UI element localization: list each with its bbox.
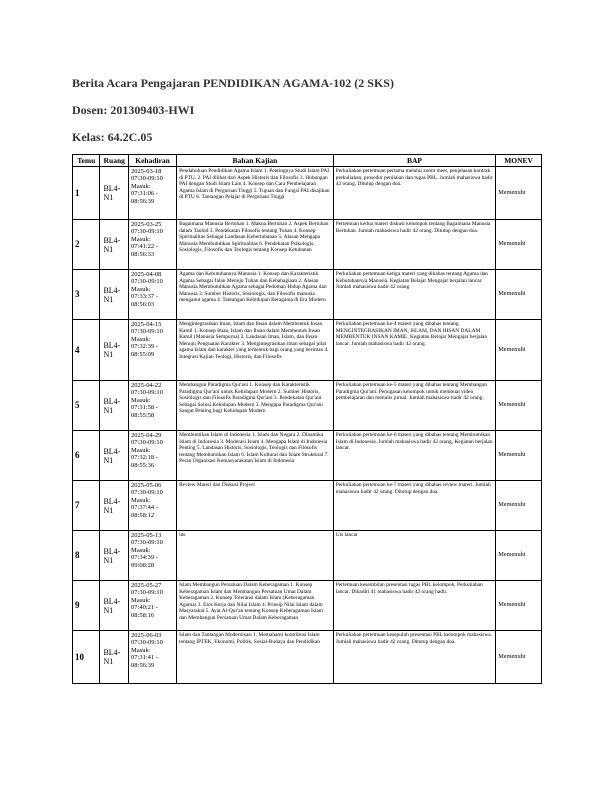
topic-cell: Islam dan Tantangan Modernisasi 1. Memahami kontribusi Islam tentang IPTEK, Ekonomi, Politik, Sosial-Budaya dan Pendidikan (177, 631, 334, 684)
meeting-number: 8 (73, 531, 100, 581)
meeting-number: 3 (73, 270, 100, 320)
bap-cell: Pertemuan kedua materi diskusi kelompok tentang Bagaimana Manusia Bertuhan. Jumlah mahasiswa hadir 42 orang. Ditutup dengan doa. (333, 220, 495, 270)
topic-cell: Membumikan Islam di Indonesia 1. Islam dan Negara 2. Dinamika Islam di Indonesia 3. Moderasi Islam 4. Mengapa Islam di Indonesia Penting 5. Landasan Historis, Sosiologis, Teologis dan Filosofis tentang Membumikan Islam 6. Islam Kultural dan Islam Struktural 7. Peran Organisasi Kemasyarakatan Islam di Indonesia (177, 431, 334, 481)
topic-cell: Islam Membangun Persatuan Dalam Keberagaman 1. Konsep Keberagaman Islam dan Membangun Persatuan Umat Dalam Keberagaman 2. Konsep Toleransi dalam Islam (Keberagaman Agama) 3. Etos Kerja dan Nilai Islam 4. Prinsip Nilai Islam dalam Masyarakat 5. Ayat Al-Qur'an tentang Konsep Keberagaman Islam dan Membangun Persatuan Umat Dalam Keberagaman (177, 581, 334, 631)
bap-cell: Perkuliahan pertemuan kesepuluh presentasi PBL kelompok mahasiswa. Jumlah mahasiswa hadir 42 orang. Ditutup dengan doa. (333, 631, 495, 684)
room-cell: BL4-N1 (100, 581, 129, 631)
bap-cell: Pertemuan kesembilan presentasi tugas PBL kelompok, Perkuliahan lancar. Dihadiri 41 mahasiswa hadir 42 orang hadir. (333, 581, 495, 631)
bap-cell: Perkuliahan pertemuan ke-5 materi yang dibahas tentang Membangun Paradigma Qur'ani. Penugasan kelompok untuk membuat video pembelajaran dan menulis jurnal. Jumlah mahasiswa hadir 42 orang. (333, 381, 495, 431)
table-row (73, 167, 542, 220)
room-cell: BL4-N1 (100, 431, 129, 481)
table-header-row (73, 155, 542, 167)
attendance-cell: 2025-03-25 07:30-09:10 Masuk: 07:41:22 - 08:56:33 (129, 220, 177, 270)
column-header-monev: MONEV (496, 155, 542, 167)
attendance-cell: 2025-04-08 07:30-09:10 Masuk: 07:33:37 - 08:56:03 (129, 270, 177, 320)
table-row (73, 481, 542, 531)
table-row (73, 631, 542, 684)
meeting-number: 7 (73, 481, 100, 531)
meeting-number: 4 (73, 320, 100, 381)
attendance-cell: 2025-05-06 07:30-09:10 Masuk: 07:37:44 - 08:58:12 (129, 481, 177, 531)
column-header-topic: Bahan Kajian (177, 155, 334, 167)
bap-cell: Uts lancar (333, 531, 495, 581)
table-row (73, 531, 542, 581)
table-row (73, 381, 542, 431)
room-cell: BL4-N1 (100, 531, 129, 581)
topic-cell: Review Materi dan Diskusi Project (177, 481, 334, 531)
room-cell: BL4-N1 (100, 220, 129, 270)
monev-cell: Memenuhi (496, 431, 542, 481)
table-row (73, 581, 542, 631)
attendance-cell: 2025-04-15 07:30-09:10 Masuk: 07:32:39 - 08:55:09 (129, 320, 177, 381)
teaching-record-table (72, 154, 542, 684)
table-row (73, 270, 542, 320)
meeting-number: 2 (73, 220, 100, 270)
meeting-number: 10 (73, 631, 100, 684)
attendance-cell: 2025-03-18 07:30-09:10 Masuk: 07:31:06 - 08:56:39 (129, 167, 177, 220)
meeting-number: 1 (73, 167, 100, 220)
monev-cell: Memenuhi (496, 631, 542, 684)
column-header-meeting: Temu (73, 155, 100, 167)
table-row (73, 220, 542, 270)
table-row (73, 320, 542, 381)
table-row (73, 431, 542, 481)
topic-cell: Mengintegrasikan Iman, Islam dan Ihsan dalam Membentuk Insan Kamil 1. Konsep Iman, Islam dan Ihsan dalam Membentuk Insan Kamil (Manusia Sempurna) 2. Landasan Iman, Islam, dan Ihsan Menuju Penguatan Karakter 3. Mengintegrasikan iman sebagai pilar agama Islam dan karakter yang terbentuk bagi orang yang beriman 4. Integrasi Kajian Teologi, Historis, dan Filosofis (177, 320, 334, 381)
monev-cell: Memenuhi (496, 581, 542, 631)
monev-cell: Memenuhi (496, 167, 542, 220)
attendance-cell: 2025-05-27 07:30-09:10 Masuk: 07:40:21 - 08:58:16 (129, 581, 177, 631)
attendance-cell: 2025-04-29 07:30-09:10 Masuk: 07:32:18 - 08:55:36 (129, 431, 177, 481)
bap-cell: Perkuliahan pertemuan ke-6 materi yang dibahas tentang Membumikan Islam di Indonesia. Jumlah mahasiswa hadir 42 orang, Kegiatan berjalan lancar. (333, 431, 495, 481)
document-title: Berita Acara Pengajaran PENDIDIKAN AGAMA-102 (2 SKS) (72, 76, 394, 90)
monev-cell: Memenuhi (496, 381, 542, 431)
monev-cell: Memenuhi (496, 220, 542, 270)
room-cell: BL4-N1 (100, 320, 129, 381)
topic-cell: uts (177, 531, 334, 581)
monev-cell: Memenuhi (496, 531, 542, 581)
topic-cell: Agama dan Kebutuhannya Manusia 1. Konsep dan Karakteristik Agama Sebagai Jalan Menuju Tuhan dan Kebahagiaan 2. Alasan Manusia Membutuhkan Agama sebagai Pedoman Hidup Agama dan Manusia 3. Sumber Historis, Sosiologis, dan Filosofis manusia menganut agama 4. Tantangan Kehidupan Beragama di Era Modern (177, 270, 334, 320)
monev-cell: Memenuhi (496, 270, 542, 320)
room-cell: BL4-N1 (100, 631, 129, 684)
column-header-bap: BAP (333, 155, 495, 167)
meeting-number: 6 (73, 431, 100, 481)
attendance-cell: 2025-04-22 07:30-09:10 Masuk: 07:31:58 - 08:55:58 (129, 381, 177, 431)
class-line: Kelas: 64.2C.05 (72, 130, 153, 144)
bap-cell: Perkuliahan pertemuan pertama melalui zoom meet, penjelasan kontrak perkuliahan, prosedur penilaian dan tugas PBL. Jumlah mahasiswa hadir 42 orang. Ditutup dengan doa. (333, 167, 495, 220)
monev-cell: Memenuhi (496, 481, 542, 531)
attendance-cell: 2025-06-03 07:30-09:10 Masuk: 07:31:41 - 08:56:39 (129, 631, 177, 684)
column-header-room: Ruang (100, 155, 129, 167)
meeting-number: 5 (73, 381, 100, 431)
room-cell: BL4-N1 (100, 481, 129, 531)
room-cell: BL4-N1 (100, 381, 129, 431)
room-cell: BL4-N1 (100, 167, 129, 220)
room-cell: BL4-N1 (100, 270, 129, 320)
topic-cell: Pendahuluan Pendidikan Agama Islam 1. Pentingnya Studi Islam PAI di PTU. 2. PAI dilihat dari Aspek Historis dan Filosofis 3. Hubungan PAI dengan Studi Islam Lain 4. Konsep dan Cara Pembelajaran Agama Islam di Perguruan Tinggi 5. Tujuan dan Fungsi PAI disajikan di PTU 6. Tantangan Pelajar di Perguruan Tinggi (177, 167, 334, 220)
meeting-number: 9 (73, 581, 100, 631)
monev-cell: Memenuhi (496, 320, 542, 381)
topic-cell: Bagaimana Manusia Bertuhan 1. Makna Bertuhan 2. Aspek Bertuhan dalam Tauhid 3. Pendekatan Filosofis tentang Tuhan 4. Konsep Spiritualitas Sebagai Landasan Kebertuhanan 5. Alasan Mengapa Manusia Membutuhkan Spiritualitas 6. Pendekatan Psikologis, Sosiologis, Filosofis dan Teologis tentang Konsep Ketuhanan (177, 220, 334, 270)
lecturer-line: Dosen: 201309403-HWI (72, 103, 195, 117)
bap-cell: Perkuliahan pertemuan ke-4 materi yang dibahas tentang MENGINTEGRASIKAN IMAN, ISLAM, DAN IHSAN DALAM MEMBENTUK INSAN KAMIL. Kegiatan Belajar Mengajar berjalan lancar. Jumlah mahasiswa hadir 42 orang. (333, 320, 495, 381)
attendance-cell: 2025-05-13 07:30-09:10 Masuk: 07:34:39 - 09:08:28 (129, 531, 177, 581)
column-header-attendance: Kehadiran (129, 155, 177, 167)
bap-cell: Perkuliahan pertemuan ketiga materi yang dibahas tentang Agama dan Kebutuhannya Manusia. Kegiatan Belajar Mengajar berjalan lancar. Jumlah mahasiswa hadir 42 orang. (333, 270, 495, 320)
topic-cell: Membangun Paradigma Qur'ani 1. Konsep dan Karakteristik Paradigma Qur'ani untuk Kehidupan Modern 2. Sumber Historis, Sosiologis dan Filosofis Paradigma Qur'ani 3. Pendekatan Qur'ani Sebagai Solusi Kehidupan Modern 3. Mengapa Paradigma Qur'ani Sangat Penting bagi Kehidupan Modern (177, 381, 334, 431)
bap-cell: Perkuliahan pertemuan ke-7 materi yang dibahas review materi. Jumlah mahasiswa hadir 42 orang. Ditutup dengan doa. (333, 481, 495, 531)
